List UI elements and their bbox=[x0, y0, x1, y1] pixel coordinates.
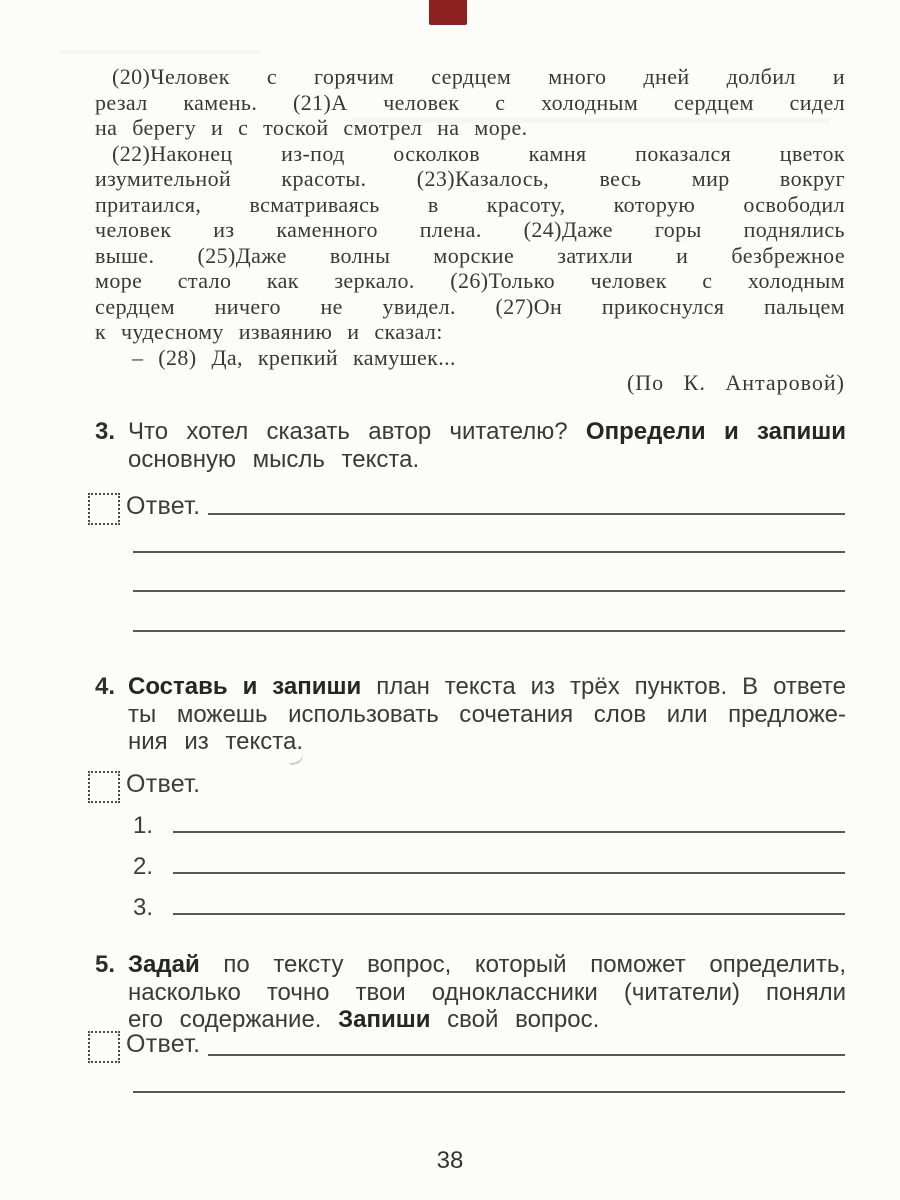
question-4-line: ты можешь использовать сочетания слов или предложе- bbox=[128, 700, 846, 728]
passage-line: (22)Наконец из-под осколков камня показался цветок bbox=[112, 140, 845, 166]
passage-line: притаился, всматриваясь в красоту, которую освободил bbox=[95, 191, 845, 217]
passage-line: море стало как зеркало. (26)Только человек с холодным bbox=[95, 268, 845, 293]
answer-line bbox=[133, 590, 845, 592]
answer-line bbox=[133, 1091, 845, 1093]
variant-tab bbox=[429, 0, 467, 25]
passage-line: резал камень. (21)А человек с холодным сердцем сидел bbox=[95, 89, 845, 115]
passage-line: изумительной красоты. (23)Казалось, весь мир вокруг bbox=[95, 166, 845, 191]
question-4-line: Составь и запиши план текста из трёх пунктов. В ответе bbox=[128, 673, 846, 700]
passage-attribution: (По К. Антаровой) bbox=[626, 370, 845, 395]
plan-item-number: 3. bbox=[133, 894, 154, 921]
passage-line: к чудесному изваянию и сказал: bbox=[95, 319, 443, 344]
question-5-text bbox=[128, 951, 846, 1034]
answer-line bbox=[208, 513, 845, 515]
answer-line bbox=[133, 630, 845, 632]
page-number: 38 bbox=[436, 1147, 464, 1174]
passage-line: (20)Человек с горячим сердцем много дней долбил и bbox=[112, 64, 845, 89]
question-3-number: 3. bbox=[95, 418, 116, 445]
question-4-text bbox=[128, 673, 846, 756]
answer-line bbox=[173, 872, 845, 874]
score-checkbox bbox=[88, 493, 120, 525]
passage-line: выше. (25)Даже волны морские затихли и безбрежное bbox=[95, 242, 845, 268]
question-5-line: его содержание. Запиши свой вопрос. bbox=[128, 1006, 600, 1033]
answer-label: Ответ. bbox=[126, 770, 201, 798]
answer-line bbox=[133, 551, 845, 553]
passage bbox=[95, 64, 845, 396]
answer-line bbox=[208, 1054, 845, 1056]
answer-label: Ответ. bbox=[126, 492, 201, 520]
scan-artifact bbox=[60, 50, 260, 54]
passage-dialog-line: – (28) Да, крепкий камушек... bbox=[132, 344, 456, 370]
score-checkbox bbox=[88, 1031, 120, 1063]
answer-label: Ответ. bbox=[126, 1030, 201, 1058]
passage-line: человек из каменного плена. (24)Даже горы поднялись bbox=[95, 217, 845, 242]
answer-line bbox=[173, 831, 845, 833]
question-5-number: 5. bbox=[95, 951, 116, 978]
passage-line: сердцем ничего не увидел. (27)Он прикоснулся пальцем bbox=[95, 293, 845, 319]
question-3-line: Что хотел сказать автор читателю? Определи и запиши bbox=[128, 418, 847, 445]
plan-item-number: 2. bbox=[133, 853, 154, 880]
question-5-line: Задай по тексту вопрос, который поможет определить, bbox=[128, 951, 846, 978]
score-checkbox bbox=[88, 771, 120, 803]
question-5-line: насколько точно твои одноклассники (читатели) поняли bbox=[128, 978, 846, 1006]
question-3-line: основную мысль текста. bbox=[128, 445, 420, 473]
question-3-text bbox=[128, 418, 846, 473]
question-4-number: 4. bbox=[95, 673, 116, 700]
passage-line: на берегу и с тоской смотрел на море. bbox=[95, 115, 528, 140]
question-4-line: ния из текста. bbox=[128, 728, 303, 755]
plan-item-number: 1. bbox=[133, 812, 154, 839]
answer-line bbox=[173, 913, 845, 915]
